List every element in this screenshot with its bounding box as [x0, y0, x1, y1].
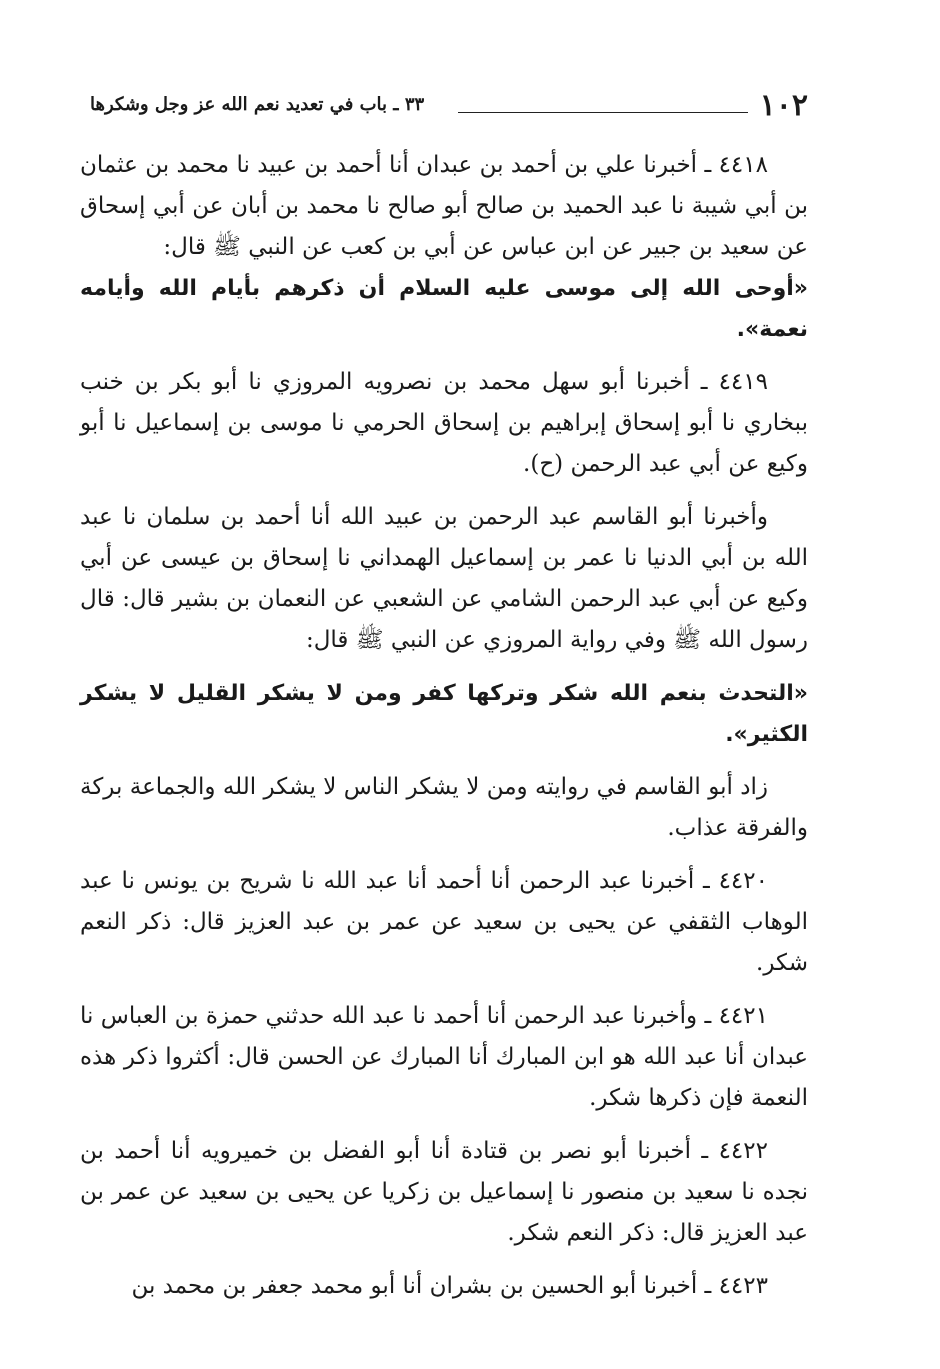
hadith-4421 [80, 996, 808, 1119]
isnad-text: ٤٤٢٢ ـ أخبرنا أبو نصر بن قتادة أنا أبو الفضل بن خميرويه أنا أحمد بن نجده نا سعيد بن منصور نا إسماعيل بن زكريا عن يحيى بن سعيد عن عمر بن عبد العزيز قال: ذكر النعم شكر. [80, 1138, 808, 1246]
hadith-4419 [80, 362, 808, 485]
isnad-text: ٤٤٢٠ ـ أخبرنا عبد الرحمن أنا أحمد أنا عبد الله نا شريح بن يونس نا عبد الوهاب الثقفي عن يحيى بن سعيد عن عمر بن عبد العزيز قال: ذكر النعم شكر. [80, 868, 808, 976]
page-number: ١٠٢ [759, 88, 808, 123]
isnad-text: ٤٤١٩ ـ أخبرنا أبو سهل محمد بن نصرويه المروزي نا أبو بكر بن خنب ببخاري نا أبو إسحاق إبراهيم بن إسحاق الحرمي نا موسى بن إسماعيل نا أبو وكيع عن أبي عبد الرحمن (ح). [80, 369, 808, 477]
hadith-4419-second-chain [80, 497, 808, 661]
hadith-4423 [80, 1266, 808, 1307]
header-rule [458, 112, 748, 113]
chapter-title: ٣٣ ـ باب في تعديد نعم الله عز وجل وشكرها [90, 94, 425, 115]
hadith-4422 [80, 1131, 808, 1254]
isnad-text: ٤٤١٨ ـ أخبرنا علي بن أحمد بن عبدان أنا أحمد بن عبيد نا محمد بن عثمان بن أبي شيبة نا عبد الحميد بن صالح أبو صالح نا محمد بن أبان عن أبي إسحاق عن سعيد بن جبير عن ابن عباس عن أبي بن كعب عن النبي ﷺ قال: [80, 152, 808, 260]
addition-text: زاد أبو القاسم في روايته ومن لا يشكر الناس لا يشكر الله والجماعة بركة والفرقة عذاب. [80, 774, 808, 841]
isnad-text: ٤٤٢١ ـ وأخبرنا عبد الرحمن أنا أحمد نا عبد الله حدثني حمزة بن العباس نا عبدان أنا عبد الله هو ابن المبارك أنا المبارك عن الحسن قال: أكثروا ذكر هذه النعمة فإن ذكرها شكر. [80, 1003, 808, 1111]
hadith-quote: «التحدث بنعم الله شكر وتركها كفر ومن لا يشكر القليل لا يشكر الكثير». [80, 681, 808, 747]
hadith-4420 [80, 861, 808, 984]
hadith-4418 [80, 145, 808, 350]
hadith-quote: «أوحى الله إلى موسى عليه السلام أن ذكرهم بأيام الله وأيامه نعمة». [80, 276, 808, 342]
hadith-4419-addition [80, 767, 808, 849]
page-header [90, 84, 808, 124]
hadith-4419-quote [80, 673, 808, 755]
page-body [80, 145, 808, 1313]
isnad-text: ٤٤٢٣ ـ أخبرنا أبو الحسين بن بشران أنا أبو محمد جعفر بن محمد بن [131, 1273, 768, 1299]
isnad-text: وأخبرنا أبو القاسم عبد الرحمن بن عبيد الله أنا أحمد بن سلمان نا عبد الله بن أبي الدنيا نا عمر بن إسماعيل الهمداني نا إسحاق بن عيسى عن أبي وكيع عن أبي عبد الرحمن الشامي عن الشعبي عن النعمان بن بشير قال: قال رسول الله ﷺ وفي رواية المروزي عن النبي ﷺ قال: [80, 504, 808, 653]
